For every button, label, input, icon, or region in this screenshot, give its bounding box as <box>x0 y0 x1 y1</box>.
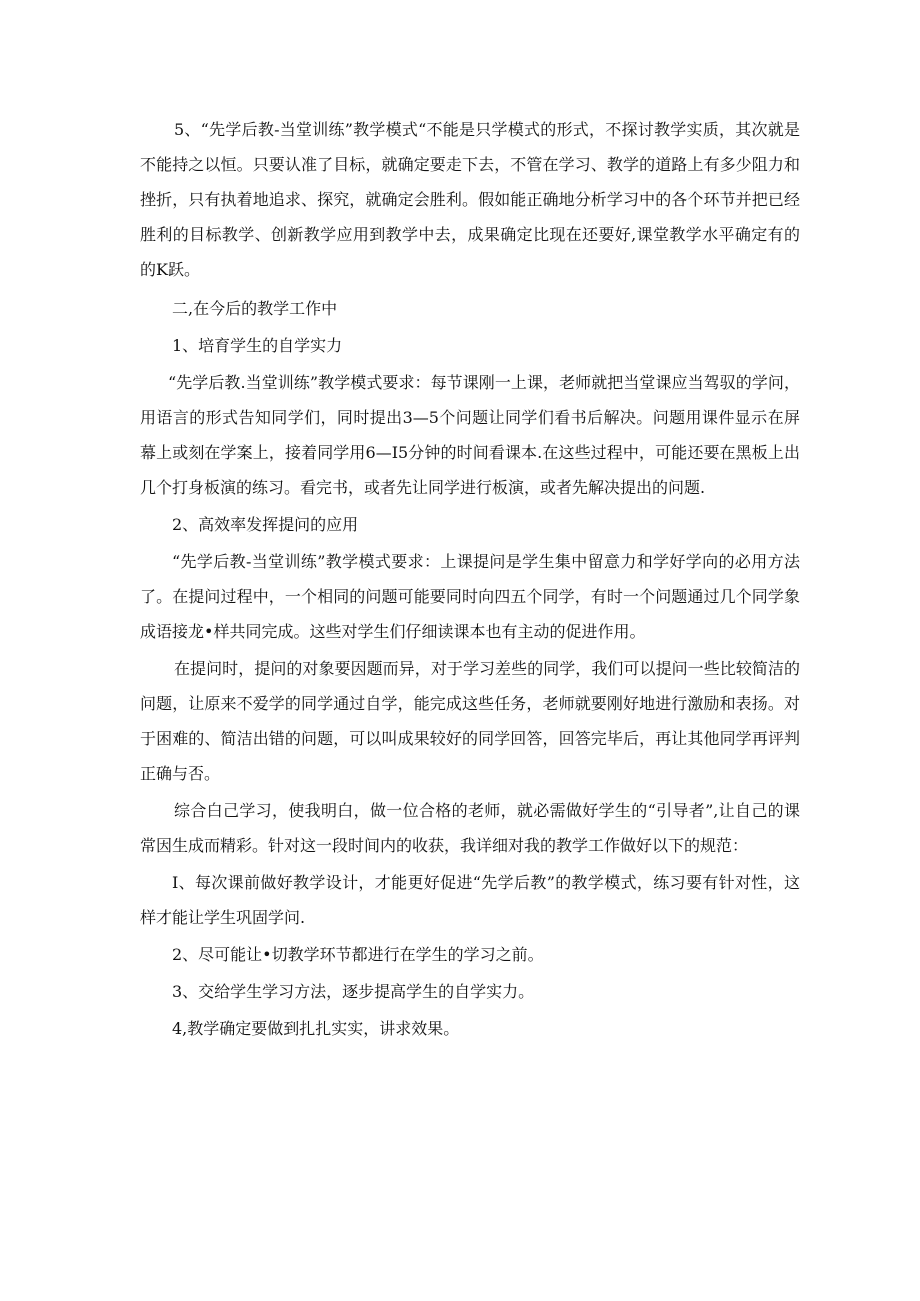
list-item-4: 4,教学确定要做到扎扎实实，讲求效果。 <box>172 1019 460 1038</box>
subheading-questioning: 2、高效率发挥提问的应用 <box>172 515 359 534</box>
list-item-3: 3、交给学生学习方法，逐步提高学生的自学实力。 <box>172 982 535 1001</box>
list-item-2: 2、尽可能让•切教学环节都进行在学生的学习之前。 <box>172 945 544 964</box>
paragraph-questioning: “先学后教-当堂训练”教学模式要求：上课提问是学生集中留意力和学好学向的必用方法了。在提问过程中，一个相同的问题可能要同时向四五个同学，有时一个问题通过几个同学象成语接龙•样共同完成。这些对学生们仔细读课本也有主动的促进作用。 <box>140 552 800 641</box>
subheading-self-study: 1、培育学生的自学实力 <box>172 336 343 355</box>
section-heading-future-work: 二,在今后的教学工作中 <box>172 299 338 318</box>
list-item-1: I、每次课前做好教学设计，才能更好促进“先学后教”的教学模式，练习要有针对性，这样才能让学生巩固学问. <box>140 873 800 927</box>
paragraph-self-study: “先学后教.当堂训练”教学模式要求：每节课刚一上课，老师就把当堂课应当驾驭的学问，用语言的形式告知同学们，同时提出3—5个问题让同学们看书后解决。问题用课件显示在屏幕上或刻在学案上，接着同学用6—I5分钟的时间看课本.在这些过程中，可能还要在黑板上出几个打身板演的练习。看完书，或者先让同学进行板演，或者先解决提出的问题. <box>140 373 800 497</box>
paragraph-question-targets: 在提问时，提问的对象要因题而异，对于学习差些的同学，我们可以提问一些比较简洁的问题，让原来不爱学的同学通过自学，能完成这些任务，老师就要刚好地进行激励和表扬。对于困难的、简洁出错的问题，可以叫成果较好的同学回答，回答完毕后，再让其他同学再评判正确与否。 <box>140 659 800 783</box>
paragraph-point-5: 5、“先学后教-当堂训练”教学模式“不能是只学模式的形式，不探讨教学实质，其次就是不能持之以恒。只要认准了目标，就确定要走下去，不管在学习、教学的道路上有多少阻力和挫折，只有执着地追求、探究，就确定会胜利。假如能正确地分析学习中的各个环节并把已经胜利的目标教学、创新教学应用到教学中去，成果确定比现在还要好,课堂教学水平确定有的的K跃。 <box>140 120 800 279</box>
document-body <box>140 112 800 1046</box>
paragraph-summary: 综合白己学习，使我明白，做一位合格的老师，就必需做好学生的“引导者”,让自己的课常因生成而精彩。针对这一段时间内的收获，我详细对我的教学工作做好以下的规范： <box>140 801 800 855</box>
